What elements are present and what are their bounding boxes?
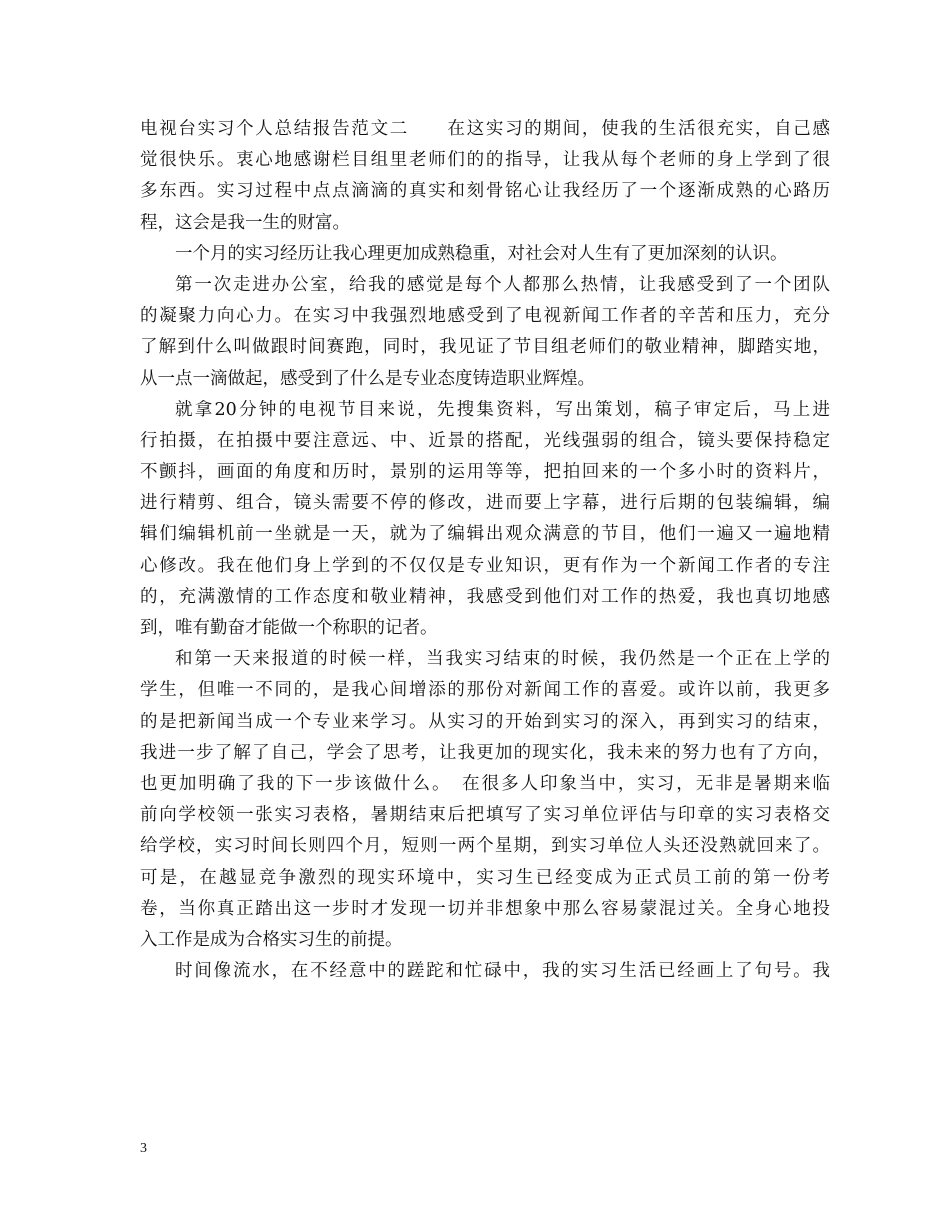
text-line: 一个月的实习经历让我心理更加成熟稳重，对社会对人生有了更加深刻的认识。 bbox=[175, 243, 788, 264]
text-line: 从一点一滴做起，感受到了什么是专业态度铸造职业辉煌。 bbox=[140, 368, 595, 389]
text-line: 到，唯有勤奋才能做一个称职的记者。 bbox=[140, 618, 438, 638]
text-line: 入工作是成为合格实习生的前提。 bbox=[140, 929, 403, 950]
text-line: 辑们编辑机前一坐就是一天，就为了编辑出观众满意的节目，他们一遍又一遍地精 bbox=[140, 524, 830, 545]
text-line: 可是，在越显竞争激烈的现实环境中，实习生已经变成为正式员工前的第一份考 bbox=[140, 867, 830, 888]
text-line: 的是把新闻当成一个专业来学习。从实习的开始到实习的深入，再到实习的结束， bbox=[140, 711, 830, 732]
text-line: 第一次走进办公室，给我的感觉是每个人都那么热情，让我感受到了一个团队 bbox=[175, 274, 830, 295]
text-line: 电视台实习个人总结报告范文二 在这实习的期间，使我的生活很充实，自己感 bbox=[140, 119, 830, 139]
text-line: 也更加明确了我的下一步该做什么。 在很多人印象当中，实习，无非是暑期来临 bbox=[140, 773, 830, 794]
text-line: 程，这会是我一生的财富。 bbox=[140, 212, 350, 233]
text-line: 学生，但唯一不同的，是我心间增添的那份对新闻工作的喜爱。或许以前，我更多 bbox=[140, 680, 830, 701]
text-line: 多东西。实习过程中点点滴滴的真实和刻骨铭心让我经历了一个逐渐成熟的心路历 bbox=[140, 181, 830, 202]
text-line: 前向学校领一张实习表格，暑期结束后把填写了实习单位评估与印章的实习表格交 bbox=[140, 805, 830, 826]
text-line: 就拿20分钟的电视节目来说，先搜集资料，写出策划，稿子审定后，马上进 bbox=[175, 399, 830, 420]
text-line: 进行精剪、组合，镜头需要不停的修改，进而要上字幕，进行后期的包装编辑，编 bbox=[140, 493, 830, 514]
body-text bbox=[140, 114, 830, 987]
text-line: 时间像流水，在不经意中的蹉跎和忙碌中，我的实习生活已经画上了句号。我 bbox=[175, 961, 830, 982]
text-line: 心修改。我在他们身上学到的不仅仅是专业知识，更有作为一个新闻工作者的专注 bbox=[140, 555, 830, 576]
text-line: 了解到什么叫做跟时间赛跑，同时，我见证了节目组老师们的敬业精神，脚踏实地， bbox=[140, 337, 830, 358]
text-line: 我进一步了解了自己，学会了思考，让我更加的现实化，我未来的努力也有了方向， bbox=[140, 742, 830, 763]
text-line: 行拍摄，在拍摄中要注意远、中、近景的搭配，光线强弱的组合，镜头要保持稳定 bbox=[140, 430, 830, 451]
text-line: 和第一天来报道的时候一样，当我实习结束的时候，我仍然是一个正在上学的 bbox=[175, 649, 830, 670]
page-number: 3 bbox=[140, 1141, 147, 1156]
text-line: 给学校，实习时间长则四个月，短则一两个星期，到实习单位人头还没熟就回来了。 bbox=[140, 836, 830, 857]
text-line: 觉很快乐。衷心地感谢栏目组里老师们的的指导，让我从每个老师的身上学到了很 bbox=[140, 150, 830, 171]
text-line: 的，充满激情的工作态度和敬业精神，我感受到他们对工作的热爱，我也真切地感 bbox=[140, 586, 830, 607]
text-line: 卷，当你真正踏出这一步时才发现一切并非想象中那么容易蒙混过关。全身心地投 bbox=[140, 898, 830, 919]
text-line: 的凝聚力向心力。在实习中我强烈地感受到了电视新闻工作者的辛苦和压力，充分 bbox=[140, 306, 830, 327]
text-line: 不颤抖，画面的角度和历时，景别的运用等等，把拍回来的一个多小时的资料片， bbox=[140, 462, 830, 483]
